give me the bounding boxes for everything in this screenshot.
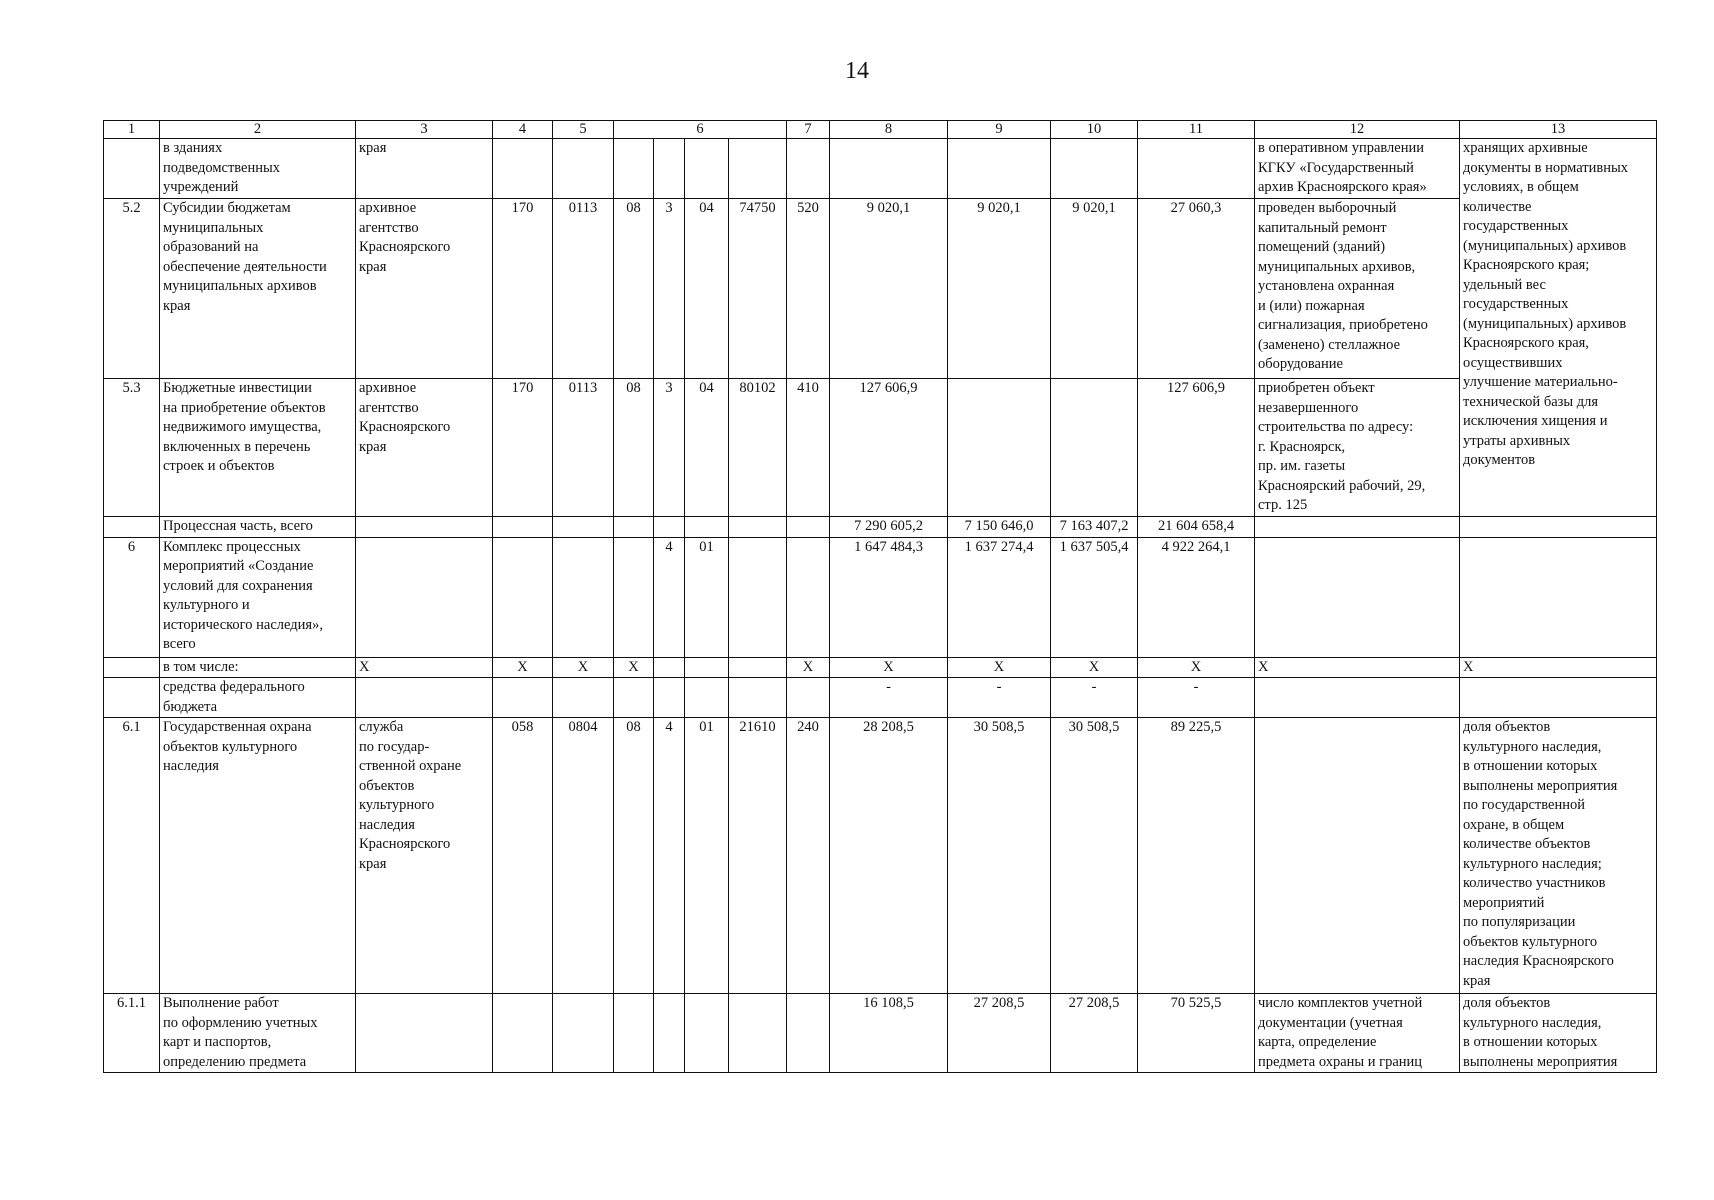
col11-total: 27 060,3 (1138, 199, 1255, 379)
row-result: проведен выборочный капитальный ремонт помещений (зданий) муниципальных архивов, установлена охранная и (или) пожарная сигнализация, приобретено (заменено) стеллажное оборудование (1255, 199, 1460, 379)
table-row (104, 537, 1657, 657)
col6-type: 4 (654, 537, 685, 657)
col4-grbs: 170 (493, 199, 553, 379)
col8-amount: 28 208,5 (830, 718, 948, 994)
col6-complex: 04 (685, 379, 729, 517)
row-result: число комплектов учетной документации (учетная карта, определение предмета охраны и границ (1255, 994, 1460, 1073)
col7-vr: 520 (787, 199, 830, 379)
col5-section: 0113 (553, 379, 614, 517)
col10-amount: 30 508,5 (1051, 718, 1138, 994)
table-row (104, 199, 1657, 379)
row-result: в оперативном управлении КГКУ «Государственный архив Красноярского края» (1255, 139, 1460, 199)
col9-amount: 27 208,5 (948, 994, 1051, 1073)
x-mark: X (948, 657, 1051, 678)
row-number: 6.1 (104, 718, 160, 994)
x-mark: X (553, 657, 614, 678)
col6-type: 3 (654, 379, 685, 517)
row-name: Комплекс процессных мероприятий «Создание условий для сохранения культурного и исторического наследия», всего (160, 537, 356, 657)
col8-amount: 16 108,5 (830, 994, 948, 1073)
x-mark: X (787, 657, 830, 678)
col11-total: 127 606,9 (1138, 379, 1255, 517)
row-number: 6 (104, 537, 160, 657)
col5-section: 0113 (553, 199, 614, 379)
row-result (1255, 718, 1460, 994)
dash-mark: - (830, 678, 948, 718)
row-number (104, 139, 160, 199)
x-mark: X (614, 657, 654, 678)
col8-amount: 9 020,1 (830, 199, 948, 379)
col6-direction: 74750 (729, 199, 787, 379)
col6-type: 3 (654, 199, 685, 379)
row-executor: архивное агентство Красноярского края (356, 199, 493, 379)
colnum-12: 12 (1255, 121, 1460, 139)
table-row (104, 379, 1657, 517)
col11-total: 89 225,5 (1138, 718, 1255, 994)
col9-amount: 9 020,1 (948, 199, 1051, 379)
row-executor: края (356, 139, 493, 199)
x-mark: X (830, 657, 948, 678)
col4-grbs: 058 (493, 718, 553, 994)
col6-type: 4 (654, 718, 685, 994)
dash-mark: - (948, 678, 1051, 718)
colnum-6: 6 (614, 121, 787, 139)
row-number: 5.3 (104, 379, 160, 517)
col6-complex: 01 (685, 718, 729, 994)
row-indicator: доля объектов культурного наследия, в отношении которых выполнены мероприятия по государственной охране, в общем количестве объектов культурного наследия; количество участников мероприятий по популяризации объектов культурного наследия Красноярского края (1460, 718, 1657, 994)
x-mark: X (356, 657, 493, 678)
col6-program: 08 (614, 379, 654, 517)
colnum-5: 5 (553, 121, 614, 139)
table-row (104, 718, 1657, 994)
col6-complex: 04 (685, 199, 729, 379)
col10-amount: 7 163 407,2 (1051, 517, 1138, 538)
dash-mark: - (1051, 678, 1138, 718)
colnum-7: 7 (787, 121, 830, 139)
row-number: 5.2 (104, 199, 160, 379)
col8-amount: 1 647 484,3 (830, 537, 948, 657)
col10-amount: 1 637 505,4 (1051, 537, 1138, 657)
colnum-4: 4 (493, 121, 553, 139)
x-mark: X (1255, 657, 1460, 678)
colnum-8: 8 (830, 121, 948, 139)
col9-amount: 1 637 274,4 (948, 537, 1051, 657)
row-name: в зданиях подведомственных учреждений (160, 139, 356, 199)
col5-section: 0804 (553, 718, 614, 994)
table-row (104, 994, 1657, 1073)
x-mark: X (493, 657, 553, 678)
table-row (104, 517, 1657, 538)
colnum-11: 11 (1138, 121, 1255, 139)
col8-amount: 7 290 605,2 (830, 517, 948, 538)
col9-amount: 30 508,5 (948, 718, 1051, 994)
col10-amount (1051, 379, 1138, 517)
row-indicator: доля объектов культурного наследия, в отношении которых выполнены мероприятия (1460, 994, 1657, 1073)
row-name: Процессная часть, всего (160, 517, 356, 538)
row-name: в том числе: (160, 657, 356, 678)
col6-program: 08 (614, 199, 654, 379)
x-mark: X (1051, 657, 1138, 678)
row-name: Государственная охрана объектов культурного наследия (160, 718, 356, 994)
budget-table (103, 120, 1657, 1073)
col6-direction: 21610 (729, 718, 787, 994)
col7-vr: 410 (787, 379, 830, 517)
col8-amount: 127 606,9 (830, 379, 948, 517)
col9-amount: 7 150 646,0 (948, 517, 1051, 538)
row-name: Выполнение работ по оформлению учетных карт и паспортов, определению предмета (160, 994, 356, 1073)
col11-total: 21 604 658,4 (1138, 517, 1255, 538)
col9-amount (948, 379, 1051, 517)
row-executor: служба по государ- ственной охране объектов культурного наследия Красноярского края (356, 718, 493, 994)
row-executor: архивное агентство Красноярского края (356, 379, 493, 517)
x-mark: X (1138, 657, 1255, 678)
row-indicator: хранящих архивные документы в нормативных условиях, в общем количестве государственных (муниципальных) архивов Красноярского края; удельный вес государственных (муниципальных) архивов Красноярского края, осуществивших улучшение материально- технической базы для исключения хищения и утраты архивных документов (1460, 139, 1657, 517)
table-row (104, 678, 1657, 718)
col6-complex: 01 (685, 537, 729, 657)
row-result: приобретен объект незавершенного строительства по адресу: г. Красноярск, пр. им. газеты Красноярский рабочий, 29, стр. 125 (1255, 379, 1460, 517)
table-row (104, 657, 1657, 678)
col10-amount: 27 208,5 (1051, 994, 1138, 1073)
colnum-10: 10 (1051, 121, 1138, 139)
colnum-3: 3 (356, 121, 493, 139)
col4-grbs: 170 (493, 379, 553, 517)
colnum-2: 2 (160, 121, 356, 139)
x-mark: X (1460, 657, 1657, 678)
row-name: Бюджетные инвестиции на приобретение объектов недвижимого имущества, включенных в перечень строек и объектов (160, 379, 356, 517)
row-name: средства федерального бюджета (160, 678, 356, 718)
col11-total: 70 525,5 (1138, 994, 1255, 1073)
row-number (104, 517, 160, 538)
dash-mark: - (1138, 678, 1255, 718)
colnum-13: 13 (1460, 121, 1657, 139)
col6-program: 08 (614, 718, 654, 994)
col6-direction: 80102 (729, 379, 787, 517)
col7-vr: 240 (787, 718, 830, 994)
row-name: Субсидии бюджетам муниципальных образований на обеспечение деятельности муниципальных архивов края (160, 199, 356, 379)
colnum-1: 1 (104, 121, 160, 139)
colnum-9: 9 (948, 121, 1051, 139)
col10-amount: 9 020,1 (1051, 199, 1138, 379)
table-row (104, 139, 1657, 199)
col11-total: 4 922 264,1 (1138, 537, 1255, 657)
page-number: 14 (845, 58, 869, 84)
row-number: 6.1.1 (104, 994, 160, 1073)
column-number-row (104, 121, 1657, 139)
